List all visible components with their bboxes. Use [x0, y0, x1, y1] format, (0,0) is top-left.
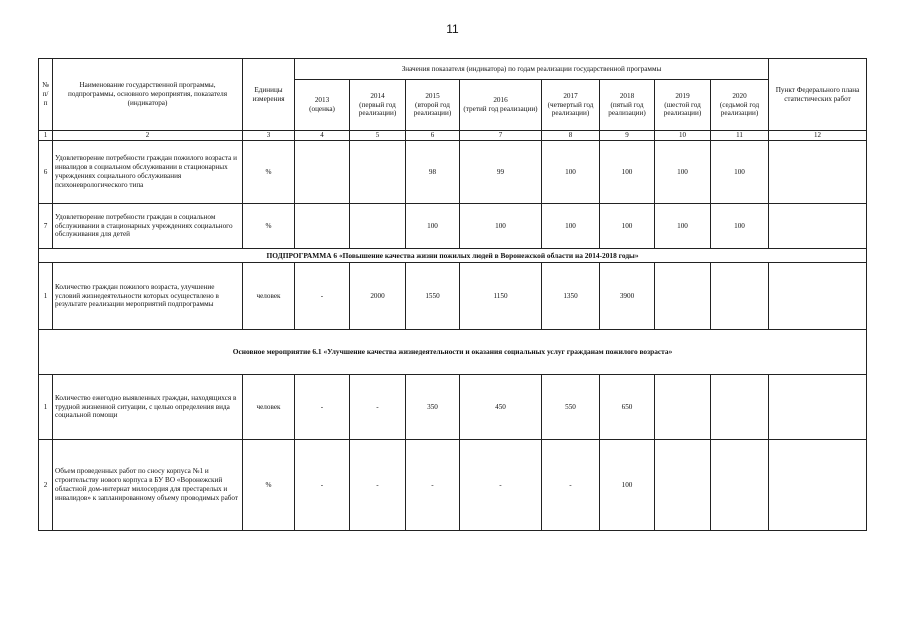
page-number: 11 — [446, 22, 459, 36]
row-value — [350, 204, 406, 249]
header-year-2013: 2013 (оценка) — [295, 80, 350, 131]
row-value: 100 — [406, 204, 460, 249]
row-value: 100 — [600, 440, 655, 531]
row-value: - — [295, 375, 350, 440]
table-row — [39, 204, 867, 249]
row-value: 3900 — [600, 263, 655, 330]
row-plan — [769, 375, 867, 440]
table-row — [39, 263, 867, 330]
row-plan — [769, 263, 867, 330]
header-year-2015: 2015 (второй год реализации) — [406, 80, 460, 131]
row-value: 350 — [406, 375, 460, 440]
column-number: 9 — [600, 131, 655, 141]
row-value — [711, 263, 769, 330]
row-value: 100 — [542, 141, 600, 204]
row-value: 98 — [406, 141, 460, 204]
column-number: 4 — [295, 131, 350, 141]
row-value: 100 — [655, 204, 711, 249]
row-value: - — [350, 375, 406, 440]
row-value — [655, 263, 711, 330]
column-number: 3 — [243, 131, 295, 141]
table-row — [39, 141, 867, 204]
row-num: 7 — [39, 204, 53, 249]
row-value: - — [295, 263, 350, 330]
row-name: Удовлетворение потребности граждан в социальном обслуживании в стационарных учреждениях социального обслуживания для детей — [53, 204, 243, 249]
subprogram-title-row — [39, 249, 867, 263]
header-year-2016: 2016 (третий год реализации) — [460, 80, 542, 131]
row-value: - — [460, 440, 542, 531]
header-year-2014: 2014 (первый год реализации) — [350, 80, 406, 131]
main-measure-title: Основное мероприятие 6.1 «Улучшение качества жизнедеятельности и оказания социальных услуг гражданам пожилого возраста» — [39, 330, 867, 375]
row-value — [350, 141, 406, 204]
main-measure-title-row — [39, 330, 867, 375]
row-value: 100 — [711, 141, 769, 204]
row-value — [655, 375, 711, 440]
row-value: 100 — [460, 204, 542, 249]
row-unit: % — [243, 141, 295, 204]
indicators-table — [38, 58, 867, 531]
row-value: 1350 — [542, 263, 600, 330]
row-unit: человек — [243, 263, 295, 330]
row-value: 100 — [600, 141, 655, 204]
row-num: 1 — [39, 375, 53, 440]
row-num: 2 — [39, 440, 53, 531]
column-number: 8 — [542, 131, 600, 141]
table-header-row — [39, 59, 867, 80]
row-value: 450 — [460, 375, 542, 440]
column-number: 12 — [769, 131, 867, 141]
row-name: Количество ежегодно выявленных граждан, находящихся в трудной жизненной ситуации, с целью определения вида социальной помощи — [53, 375, 243, 440]
column-number: 11 — [711, 131, 769, 141]
row-plan — [769, 204, 867, 249]
row-name: Количество граждан пожилого возраста, улучшение условий жизнедеятельности которых осуществлено в результате реализации мероприятий подпрограммы — [53, 263, 243, 330]
column-number: 6 — [406, 131, 460, 141]
row-name: Удовлетворение потребности граждан пожилого возраста и инвалидов в социальном обслуживании в стационарных учреждениях социального обслуживания психоневрологического типа — [53, 141, 243, 204]
row-value: 550 — [542, 375, 600, 440]
row-name: Объем проведенных работ по сносу корпуса №1 и строительству нового корпуса в БУ ВО «Воронежский областной дом-интернат милосердия для престарелых и инвалидов» к запланированному объему проводимых работ — [53, 440, 243, 531]
row-value: 1550 — [406, 263, 460, 330]
header-name: Наименование государственной программы, подпрограммы, основного мероприятия, показателя (индикатора) — [53, 59, 243, 131]
row-value — [711, 375, 769, 440]
row-value — [711, 440, 769, 531]
row-plan — [769, 141, 867, 204]
row-value: 100 — [655, 141, 711, 204]
header-num: № п/п — [39, 59, 53, 131]
row-value: 99 — [460, 141, 542, 204]
header-values-title: Значения показателя (индикатора) по годам реализации государственной программы — [295, 59, 769, 80]
row-value: 1150 — [460, 263, 542, 330]
column-number: 10 — [655, 131, 711, 141]
subprogram-title: ПОДПРОГРАММА 6 «Повышение качества жизни пожилых людей в Воронежской области на 2014-2018 годы» — [39, 249, 867, 263]
row-value: 100 — [600, 204, 655, 249]
row-value: 100 — [711, 204, 769, 249]
row-value: 2000 — [350, 263, 406, 330]
row-value: - — [295, 440, 350, 531]
row-num: 1 — [39, 263, 53, 330]
header-year-2020: 2020 (седьмой год реализации) — [711, 80, 769, 131]
column-numbers-row — [39, 131, 867, 141]
column-number: 2 — [53, 131, 243, 141]
header-plan: Пункт Федерального плана статистических работ — [769, 59, 867, 131]
row-num: 6 — [39, 141, 53, 204]
header-year-2018: 2018 (пятый год реализации) — [600, 80, 655, 131]
row-value: 650 — [600, 375, 655, 440]
row-value — [295, 204, 350, 249]
header-year-2019: 2019 (шестой год реализации) — [655, 80, 711, 131]
column-number: 7 — [460, 131, 542, 141]
row-value — [295, 141, 350, 204]
column-number: 1 — [39, 131, 53, 141]
row-value: - — [350, 440, 406, 531]
header-year-2017: 2017 (четвертый год реализации) — [542, 80, 600, 131]
row-value — [655, 440, 711, 531]
table-row — [39, 440, 867, 531]
row-value: 100 — [542, 204, 600, 249]
row-value: - — [406, 440, 460, 531]
row-unit: % — [243, 440, 295, 531]
table-row — [39, 375, 867, 440]
row-plan — [769, 440, 867, 531]
header-unit: Единицы измерения — [243, 59, 295, 131]
column-number: 5 — [350, 131, 406, 141]
row-unit: человек — [243, 375, 295, 440]
row-unit: % — [243, 204, 295, 249]
row-value: - — [542, 440, 600, 531]
